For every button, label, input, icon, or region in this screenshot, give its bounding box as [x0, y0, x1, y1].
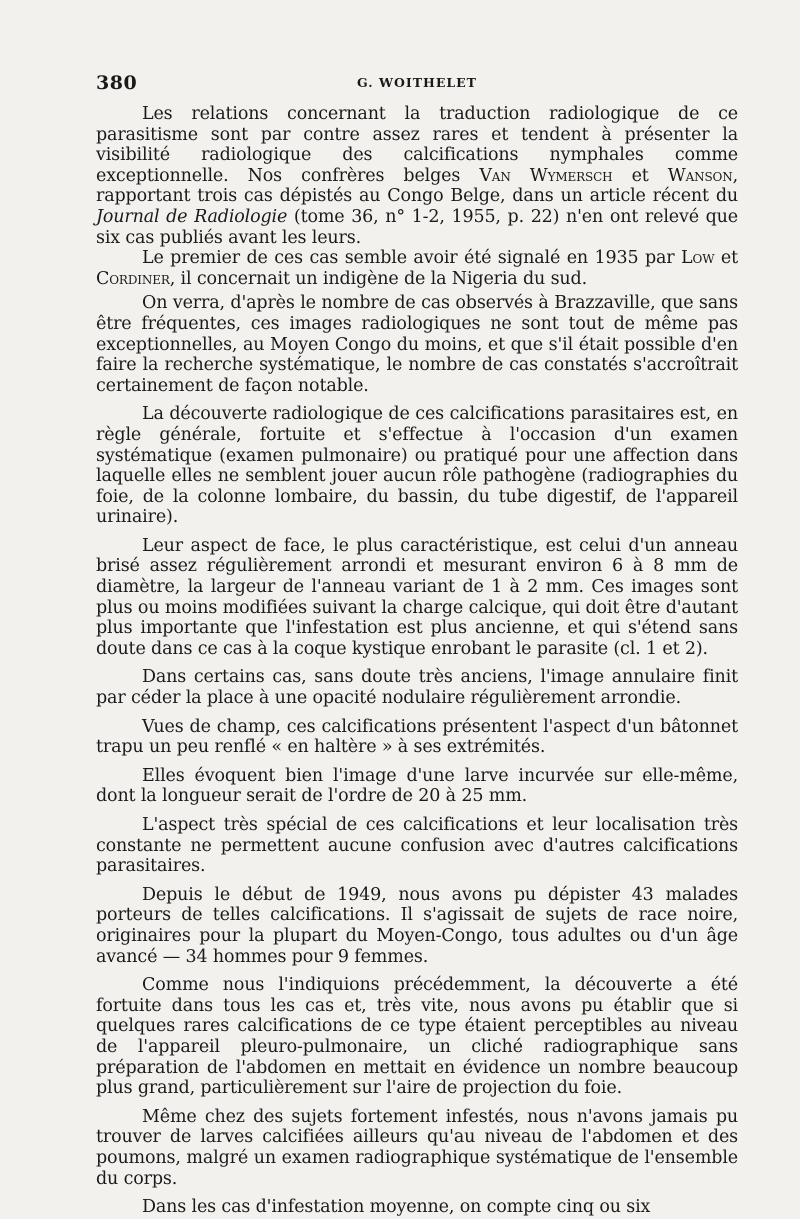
- paragraph: Le premier de ces cas semble avoir été signalé en 1935 par Low et Cordiner, il concernait un indigène de la Nigeria du sud.: [96, 248, 738, 289]
- paragraph: Comme nous l'indiquions précédemment, la découverte a été fortuite dans tous les cas et, très vite, nous avons pu établir que si quelques rares calcifications de ce type étaient perceptibles au niveau de l'appareil pleuro-pulmonaire, un cliché radiographique sans préparation de l'abdomen en mettait en évidence un nombre beaucoup plus grand, particulièrement sur l'aire de projection du foie.: [96, 975, 738, 1099]
- paragraph: Même chez des sujets fortement infestés, nous n'avons jamais pu trouver de larves calcifiées ailleurs qu'au niveau de l'abdomen et des poumons, malgré un examen radiographique systématique de l'ensemble du corps.: [96, 1106, 738, 1189]
- paragraph: L'aspect très spécial de ces calcifications et leur localisation très constante ne permettent aucune confusion avec d'autres calcifications parasitaires.: [96, 815, 738, 877]
- paragraph: Depuis le début de 1949, nous avons pu dépister 43 malades porteurs de telles calcifications. Il s'agissait de sujets de race noire, originaires pour la plupart du Moyen-Congo, tous adultes ou d'un âge avancé — 34 hommes pour 9 femmes.: [96, 884, 738, 967]
- paragraph: Dans les cas d'infestation moyenne, on compte cinq ou six: [142, 1197, 651, 1218]
- running-author: G. WOITHELET: [357, 75, 477, 90]
- paragraph: Leur aspect de face, le plus caractéristique, est celui d'un anneau brisé assez régulièrement arrondi et mesurant environ 6 à 8 mm de diamètre, la largeur de l'anneau variant de 1 à 2 mm. Ces images sont plus ou moins modifiées suivant la charge calcique, qui doit être d'autant plus importante que l'infestation est plus ancienne, et qui s'étend sans doute dans ce cas à la coque kystique enrobant le parasite (cl. 1 et 2).: [96, 535, 738, 659]
- paragraph: On verra, d'après le nombre de cas observés à Brazzaville, que sans être fréquentes, ces images radiologiques ne sont tout de même pas exceptionnelles, au Moyen Congo du moins, et que s'il était possible d'en faire la recherche systématique, le nombre de cas constatés s'accroîtrait certainement de façon notable.: [96, 293, 738, 396]
- paragraph: La découverte radiologique de ces calcifications parasitaires est, en règle générale, fortuite et s'effectue à l'occasion d'un examen systématique (examen pulmonaire) ou pratiqué pour une affection dans laquelle elles ne semblent jouer aucun rôle pathogène (radiographies du foie, de la colonne lombaire, du bassin, du tube digestif, de l'appareil urinaire).: [96, 404, 738, 528]
- body-text: [96, 104, 738, 1218]
- author-name: Cordiner: [96, 268, 170, 289]
- author-name: Wanson: [667, 165, 733, 186]
- author-name: Low: [681, 248, 715, 269]
- page-number: 380: [96, 72, 138, 94]
- running-header: [96, 72, 738, 94]
- paragraph: Vues de champ, ces calcifications présentent l'aspect d'un bâtonnet trapu un peu renflé « en haltère » à ses extrémités.: [96, 716, 738, 758]
- paragraph: Elles évoquent bien l'image d'une larve incurvée sur elle-même, dont la longueur serait de l'ordre de 20 à 25 mm.: [96, 765, 738, 807]
- paragraph: Les relations concernant la traduction radiologique de ce parasitisme sont par contre assez rares et tendent à présenter la visibilité radiologique des calcifications nymphales comme exceptionnelle. Nos confrères belges Van Wymersch et Wanson, rapportant trois cas dépistés au Congo Belge, dans un article récent du Journal de Radiologie (tome 36, n° 1-2, 1955, p. 22) n'en ont relevé que six cas publiés avant les leurs.: [96, 104, 739, 248]
- author-name: Van Wymersch: [479, 165, 613, 186]
- paragraph: Dans certains cas, sans doute très anciens, l'image annulaire finit par céder la place à une opacité nodulaire régulièrement arrondie.: [96, 667, 738, 709]
- journal-title: Journal de Radiologie: [96, 206, 288, 227]
